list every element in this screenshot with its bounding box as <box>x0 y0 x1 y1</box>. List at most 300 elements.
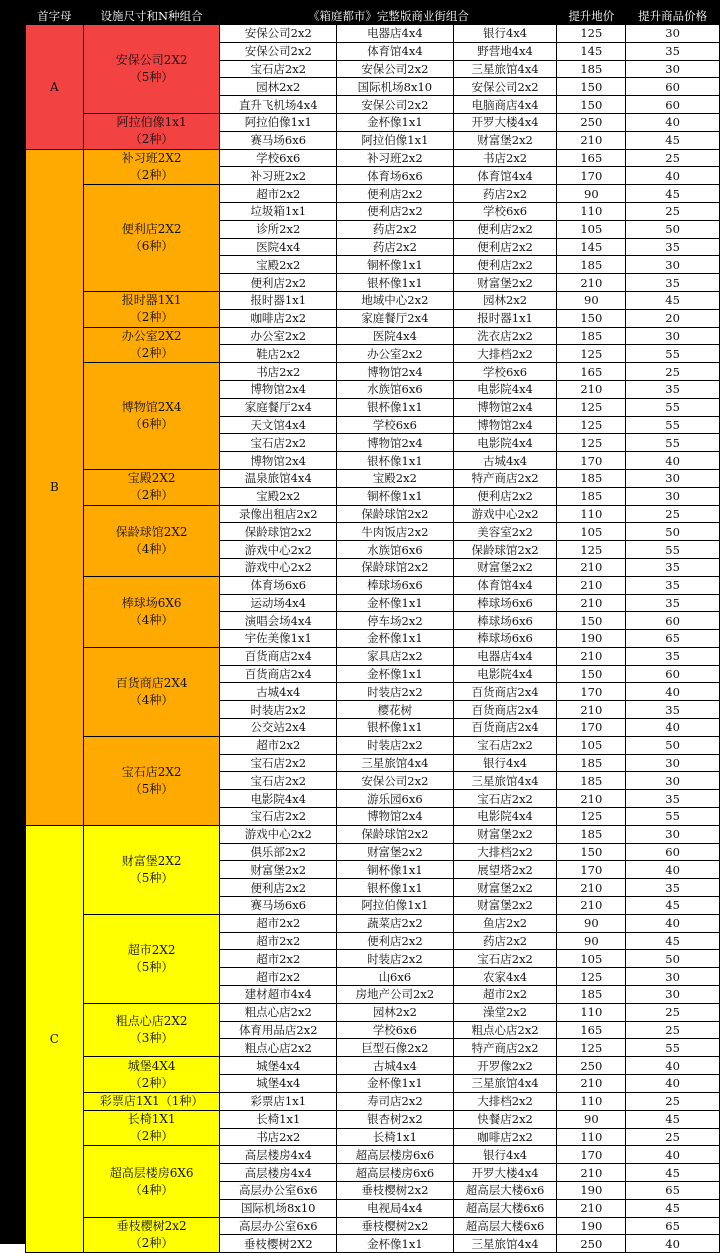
combo-item-3: 棒球场6x6 <box>453 612 557 630</box>
combo-item-3: 三星旅馆4x4 <box>453 1075 557 1093</box>
combo-item-2: 超高层楼房6x6 <box>337 1164 454 1182</box>
combo-item-3: 百货商店2x4 <box>453 683 557 701</box>
land-value-cell: 170 <box>557 861 626 879</box>
combo-item-1: 财富堡2x2 <box>220 861 337 879</box>
combo-item-2: 安保公司2x2 <box>337 96 454 114</box>
combo-item-1: 便利店2x2 <box>220 274 337 292</box>
combo-item-3: 大排档2x2 <box>453 1092 557 1110</box>
combo-item-3: 药店2x2 <box>453 932 557 950</box>
combo-item-1: 电影院4x4 <box>220 790 337 808</box>
facility-cell <box>83 505 220 576</box>
combo-item-2: 牛肉饭店2x2 <box>337 523 454 541</box>
combo-item-2: 时装店2x2 <box>337 950 454 968</box>
combo-item-1: 报时器1x1 <box>220 291 337 309</box>
land-value-cell: 170 <box>557 719 626 737</box>
land-value-cell: 185 <box>557 487 626 505</box>
combo-item-1: 诊所2x2 <box>220 220 337 238</box>
facility-name: 宝石店2X2 <box>121 764 182 779</box>
goods-price-cell: 20 <box>626 309 720 327</box>
land-value-cell: 210 <box>557 701 626 719</box>
facility-cell <box>83 576 220 647</box>
header-land-value: 提升地价 <box>557 8 626 25</box>
combo-item-3: 学校6x6 <box>453 363 557 381</box>
combo-item-2: 棒球场6x6 <box>337 576 454 594</box>
goods-price-cell: 60 <box>626 78 720 96</box>
combo-item-1: 超市2x2 <box>220 950 337 968</box>
combo-item-2: 学校6x6 <box>337 416 454 434</box>
land-value-cell: 170 <box>557 167 626 185</box>
combo-item-1: 博物馆2x4 <box>220 380 337 398</box>
combo-item-1: 高层办公室6x6 <box>220 1217 337 1235</box>
combo-item-2: 便利店2x2 <box>337 202 454 220</box>
combo-item-3: 棒球场6x6 <box>453 594 557 612</box>
combo-item-1: 温泉旅馆4x4 <box>220 469 337 487</box>
combo-item-1: 宝石店2x2 <box>220 808 337 826</box>
combo-item-3: 电影院4x4 <box>453 665 557 683</box>
land-value-cell: 185 <box>557 469 626 487</box>
combo-item-2: 金杯像1x1 <box>337 113 454 131</box>
combo-item-3: 棒球场6x6 <box>453 630 557 648</box>
combo-item-1: 家庭餐厅2x4 <box>220 398 337 416</box>
goods-price-cell: 25 <box>626 149 720 167</box>
land-value-cell: 110 <box>557 1128 626 1146</box>
land-value-cell: 250 <box>557 1057 626 1075</box>
combo-item-1: 高层办公室6x6 <box>220 1182 337 1200</box>
facility-count: （2种） <box>129 310 174 325</box>
facility-count: （2种） <box>129 132 174 147</box>
header-letter: 首字母 <box>26 8 84 25</box>
combo-item-2: 房地产公司2x2 <box>337 986 454 1004</box>
combo-item-3: 超市2x2 <box>453 986 557 1004</box>
facility-cell <box>83 291 220 327</box>
goods-price-cell: 45 <box>626 1164 720 1182</box>
land-value-cell: 165 <box>557 363 626 381</box>
goods-price-cell: 55 <box>626 398 720 416</box>
combo-item-2: 体育场6x6 <box>337 167 454 185</box>
land-value-cell: 105 <box>557 523 626 541</box>
combo-item-2: 电器店4x4 <box>337 25 454 43</box>
table-row <box>26 291 720 309</box>
table-row <box>26 1217 720 1235</box>
table-row <box>26 825 720 843</box>
land-value-cell: 170 <box>557 683 626 701</box>
goods-price-cell: 40 <box>626 167 720 185</box>
land-value-cell: 210 <box>557 897 626 915</box>
combo-item-2: 银杯像1x1 <box>337 452 454 470</box>
facility-count: （2种） <box>129 1075 174 1090</box>
land-value-cell: 110 <box>557 1092 626 1110</box>
combo-item-3: 财富堡2x2 <box>453 825 557 843</box>
land-value-cell: 250 <box>557 113 626 131</box>
combo-item-1: 保龄球馆2x2 <box>220 523 337 541</box>
combo-item-2: 安保公司2x2 <box>337 772 454 790</box>
combo-item-2: 阿拉伯像1x1 <box>337 897 454 915</box>
letter-cell: C <box>26 825 84 1252</box>
combo-item-3: 野营地4x4 <box>453 42 557 60</box>
land-value-cell: 125 <box>557 541 626 559</box>
facility-count: （5种） <box>129 69 174 84</box>
goods-price-cell: 45 <box>626 131 720 149</box>
combo-item-2: 安保公司2x2 <box>337 60 454 78</box>
facility-name: 财富堡2X2 <box>121 853 182 868</box>
combo-table <box>25 7 720 1253</box>
goods-price-cell: 25 <box>626 1021 720 1039</box>
goods-price-cell: 35 <box>626 380 720 398</box>
table-row <box>26 914 720 932</box>
combo-item-3: 宝石店2x2 <box>453 736 557 754</box>
combo-item-1: 运动场4x4 <box>220 594 337 612</box>
combo-item-2: 垂枝樱树2x2 <box>337 1182 454 1200</box>
combo-item-1: 医院4x4 <box>220 238 337 256</box>
goods-price-cell: 25 <box>626 363 720 381</box>
land-value-cell: 185 <box>557 754 626 772</box>
combo-item-3: 财富堡2x2 <box>453 131 557 149</box>
goods-price-cell: 25 <box>626 1128 720 1146</box>
combo-item-2: 药店2x2 <box>337 238 454 256</box>
facility-cell <box>83 185 220 292</box>
combo-item-3: 安保公司2x2 <box>453 78 557 96</box>
combo-item-1: 便利店2x2 <box>220 879 337 897</box>
facility-count: （5种） <box>129 781 174 796</box>
land-value-cell: 125 <box>557 968 626 986</box>
combo-item-3: 财富堡2x2 <box>453 274 557 292</box>
combo-item-2: 医院4x4 <box>337 327 454 345</box>
facility-cell <box>83 1092 220 1110</box>
land-value-cell: 185 <box>557 256 626 274</box>
combo-item-1: 彩票店1x1 <box>220 1092 337 1110</box>
goods-price-cell: 35 <box>626 558 720 576</box>
goods-price-cell: 40 <box>626 719 720 737</box>
combo-item-2: 家庭餐厅2x4 <box>337 309 454 327</box>
combo-item-2: 金杯像1x1 <box>337 1075 454 1093</box>
goods-price-cell: 25 <box>626 1092 720 1110</box>
facility-name: 便利店2X2 <box>121 222 182 237</box>
combo-item-2: 保龄球馆2x2 <box>337 505 454 523</box>
facility-count: （5种） <box>129 959 174 974</box>
goods-price-cell: 40 <box>626 1146 720 1164</box>
combo-item-3: 学校6x6 <box>453 202 557 220</box>
goods-price-cell: 35 <box>626 879 720 897</box>
facility-cell <box>83 736 220 825</box>
combo-item-2: 停车场2x2 <box>337 612 454 630</box>
combo-item-3: 特产商店2x2 <box>453 469 557 487</box>
combo-item-2: 药店2x2 <box>337 220 454 238</box>
combo-item-2: 金杯像1x1 <box>337 630 454 648</box>
combo-item-1: 阿拉伯像1x1 <box>220 113 337 131</box>
combo-item-3: 特产商店2x2 <box>453 1039 557 1057</box>
land-value-cell: 90 <box>557 932 626 950</box>
combo-item-3: 超高层大楼6x6 <box>453 1182 557 1200</box>
table-row <box>26 576 720 594</box>
combo-item-3: 电器店4x4 <box>453 647 557 665</box>
combo-item-3: 开罗像2x2 <box>453 1057 557 1075</box>
land-value-cell: 170 <box>557 1146 626 1164</box>
combo-item-1: 高层楼房4x4 <box>220 1146 337 1164</box>
combo-item-3: 粗点心店2x2 <box>453 1021 557 1039</box>
combo-item-3: 开罗大楼4x4 <box>453 113 557 131</box>
facility-cell <box>83 1146 220 1217</box>
goods-price-cell: 55 <box>626 416 720 434</box>
combo-item-1: 粗点心店2x2 <box>220 1039 337 1057</box>
facility-name: 垂枝樱树2x2 <box>116 1218 187 1233</box>
land-value-cell: 210 <box>557 576 626 594</box>
combo-item-1: 粗点心店2x2 <box>220 1003 337 1021</box>
combo-item-1: 安保公司2x2 <box>220 25 337 43</box>
combo-item-1: 百货商店2x4 <box>220 665 337 683</box>
header-row <box>26 8 720 25</box>
combo-item-2: 办公室2x2 <box>337 345 454 363</box>
combo-item-3: 便利店2x2 <box>453 256 557 274</box>
facility-cell <box>83 113 220 149</box>
combo-item-3: 游戏中心2x2 <box>453 505 557 523</box>
goods-price-cell: 30 <box>626 60 720 78</box>
land-value-cell: 250 <box>557 1235 626 1253</box>
combo-item-3: 农家4x4 <box>453 968 557 986</box>
facility-cell <box>83 363 220 470</box>
goods-price-cell: 55 <box>626 1039 720 1057</box>
combo-item-3: 澡堂2x2 <box>453 1003 557 1021</box>
goods-price-cell: 40 <box>626 113 720 131</box>
combo-item-2: 金杯像1x1 <box>337 1235 454 1253</box>
land-value-cell: 145 <box>557 238 626 256</box>
combo-item-3: 三星旅馆4x4 <box>453 60 557 78</box>
table-row <box>26 327 720 345</box>
land-value-cell: 105 <box>557 220 626 238</box>
facility-count: （2种） <box>129 345 174 360</box>
goods-price-cell: 35 <box>626 576 720 594</box>
combo-item-3: 洗衣店2x2 <box>453 327 557 345</box>
combo-item-2: 巨型石像2x2 <box>337 1039 454 1057</box>
goods-price-cell: 30 <box>626 754 720 772</box>
land-value-cell: 185 <box>557 327 626 345</box>
land-value-cell: 185 <box>557 772 626 790</box>
combo-item-2: 银杯像1x1 <box>337 274 454 292</box>
facility-name: 宝殿2X2 <box>127 471 176 486</box>
land-value-cell: 210 <box>557 1164 626 1182</box>
facility-cell <box>83 1110 220 1146</box>
facility-name: 阿拉伯像1x1 <box>116 115 187 130</box>
land-value-cell: 210 <box>557 558 626 576</box>
goods-price-cell: 35 <box>626 701 720 719</box>
goods-price-cell: 40 <box>626 1075 720 1093</box>
goods-price-cell: 40 <box>626 861 720 879</box>
goods-price-cell: 60 <box>626 665 720 683</box>
goods-price-cell: 65 <box>626 1182 720 1200</box>
combo-item-2: 博物馆2x4 <box>337 434 454 452</box>
combo-item-3: 便利店2x2 <box>453 238 557 256</box>
combo-item-3: 财富堡2x2 <box>453 558 557 576</box>
combo-item-2: 银杯像1x1 <box>337 398 454 416</box>
combo-item-2: 游乐园6x6 <box>337 790 454 808</box>
combo-item-3: 博物馆2x4 <box>453 398 557 416</box>
land-value-cell: 110 <box>557 505 626 523</box>
goods-price-cell: 45 <box>626 291 720 309</box>
land-value-cell: 105 <box>557 736 626 754</box>
table-row <box>26 363 720 381</box>
land-value-cell: 90 <box>557 914 626 932</box>
combo-item-2: 银杯像1x1 <box>337 719 454 737</box>
combo-item-3: 银行4x4 <box>453 1146 557 1164</box>
combo-item-3: 宝石店2x2 <box>453 790 557 808</box>
combo-item-2: 古城4x4 <box>337 1057 454 1075</box>
goods-price-cell: 25 <box>626 202 720 220</box>
combo-item-1: 游戏中心2x2 <box>220 558 337 576</box>
combo-item-2: 时装店2x2 <box>337 683 454 701</box>
combo-item-3: 体育馆4x4 <box>453 167 557 185</box>
goods-price-cell: 40 <box>626 1235 720 1253</box>
combo-item-1: 长椅1x1 <box>220 1110 337 1128</box>
goods-price-cell: 40 <box>626 1057 720 1075</box>
combo-item-1: 赛马场6x6 <box>220 897 337 915</box>
combo-item-1: 超市2x2 <box>220 914 337 932</box>
combo-item-1: 宝殿2x2 <box>220 256 337 274</box>
table-row <box>26 185 720 203</box>
facility-name: 超高层楼房6X6 <box>109 1165 194 1180</box>
facility-name: 超市2X2 <box>127 942 176 957</box>
combo-item-3: 超高层大楼6x6 <box>453 1217 557 1235</box>
combo-item-2: 国际机场8x10 <box>337 78 454 96</box>
combo-item-2: 水族馆6x6 <box>337 380 454 398</box>
land-value-cell: 210 <box>557 131 626 149</box>
land-value-cell: 185 <box>557 986 626 1004</box>
goods-price-cell: 55 <box>626 345 720 363</box>
combo-item-3: 财富堡2x2 <box>453 897 557 915</box>
land-value-cell: 150 <box>557 309 626 327</box>
facility-count: （4种） <box>129 612 174 627</box>
combo-item-2: 财富堡2x2 <box>337 843 454 861</box>
facility-count: （3种） <box>129 1031 174 1046</box>
facility-cell <box>83 914 220 1003</box>
goods-price-cell: 25 <box>626 1003 720 1021</box>
facility-name: 博物馆2X4 <box>121 400 182 415</box>
combo-item-2: 蔬菜店2x2 <box>337 914 454 932</box>
combo-item-2: 便利店2x2 <box>337 185 454 203</box>
facility-name: 补习班2X2 <box>121 150 182 165</box>
combo-item-2: 金杯像1x1 <box>337 665 454 683</box>
land-value-cell: 110 <box>557 1003 626 1021</box>
facility-cell <box>83 647 220 736</box>
goods-price-cell: 40 <box>626 683 720 701</box>
land-value-cell: 210 <box>557 380 626 398</box>
combo-item-3: 电脑商店4x4 <box>453 96 557 114</box>
facility-cell <box>83 25 220 114</box>
facility-count: （2种） <box>129 1235 174 1250</box>
facility-count: （4种） <box>129 692 174 707</box>
combo-item-3: 体育馆4x4 <box>453 576 557 594</box>
combo-item-1: 游戏中心2x2 <box>220 825 337 843</box>
combo-item-1: 超市2x2 <box>220 968 337 986</box>
facility-cell <box>83 469 220 505</box>
facility-name: 城堡4X4 <box>127 1058 176 1073</box>
table-row <box>26 113 720 131</box>
land-value-cell: 125 <box>557 434 626 452</box>
combo-item-1: 城堡4x4 <box>220 1075 337 1093</box>
combo-item-2: 便利店2x2 <box>337 932 454 950</box>
header-goods-price: 提升商品价格 <box>626 8 720 25</box>
land-value-cell: 105 <box>557 950 626 968</box>
land-value-cell: 210 <box>557 1075 626 1093</box>
combo-item-2: 铜杯像1x1 <box>337 487 454 505</box>
goods-price-cell: 35 <box>626 790 720 808</box>
land-value-cell: 90 <box>557 1110 626 1128</box>
land-value-cell: 125 <box>557 25 626 43</box>
combo-item-3: 药店2x2 <box>453 185 557 203</box>
goods-price-cell: 40 <box>626 914 720 932</box>
combo-item-2: 银杯像1x1 <box>337 879 454 897</box>
combo-item-1: 咖啡店2x2 <box>220 309 337 327</box>
combo-item-2: 电视局4x4 <box>337 1199 454 1217</box>
combo-item-1: 宝石店2x2 <box>220 754 337 772</box>
combo-item-3: 便利店2x2 <box>453 220 557 238</box>
combo-item-2: 金杯像1x1 <box>337 594 454 612</box>
facility-name: 办公室2X2 <box>121 328 182 343</box>
goods-price-cell: 35 <box>626 594 720 612</box>
table-row <box>26 25 720 43</box>
combo-item-2: 园林2x2 <box>337 1003 454 1021</box>
combo-item-3: 三星旅馆4x4 <box>453 772 557 790</box>
land-value-cell: 190 <box>557 1217 626 1235</box>
facility-name: 百货商店2X4 <box>115 675 188 690</box>
combo-item-2: 博物馆2x4 <box>337 808 454 826</box>
combo-item-2: 宝殿2x2 <box>337 469 454 487</box>
goods-price-cell: 30 <box>626 256 720 274</box>
facility-count: （6种） <box>129 417 174 432</box>
land-value-cell: 125 <box>557 808 626 826</box>
combo-item-2: 铜杯像1x1 <box>337 256 454 274</box>
combo-item-2: 阿拉伯像1x1 <box>337 131 454 149</box>
facility-name: 彩票店1X1（1种） <box>99 1093 204 1108</box>
combo-item-3: 大排档2x2 <box>453 843 557 861</box>
combo-item-3: 便利店2x2 <box>453 487 557 505</box>
goods-price-cell: 25 <box>626 505 720 523</box>
combo-item-2: 时装店2x2 <box>337 736 454 754</box>
land-value-cell: 185 <box>557 825 626 843</box>
combo-item-3: 百货商店2x4 <box>453 701 557 719</box>
combo-item-3: 百货商店2x4 <box>453 719 557 737</box>
combo-item-3: 古城4x4 <box>453 452 557 470</box>
combo-item-3: 快餐店2x2 <box>453 1110 557 1128</box>
combo-item-2: 保龄球馆2x2 <box>337 825 454 843</box>
combo-item-3: 超高层大楼6x6 <box>453 1199 557 1217</box>
header-facility: 设施尺寸和N种组合 <box>83 8 220 25</box>
combo-item-2: 三星旅馆4x4 <box>337 754 454 772</box>
combo-item-3: 园林2x2 <box>453 291 557 309</box>
goods-price-cell: 65 <box>626 630 720 648</box>
facility-count: （6种） <box>129 239 174 254</box>
combo-item-3: 美容室2x2 <box>453 523 557 541</box>
combo-item-2: 长椅1x1 <box>337 1128 454 1146</box>
facility-name: 安保公司2X2 <box>115 52 188 67</box>
land-value-cell: 210 <box>557 274 626 292</box>
combo-item-3: 电影院4x4 <box>453 380 557 398</box>
goods-price-cell: 50 <box>626 736 720 754</box>
combo-item-1: 直升飞机场4x4 <box>220 96 337 114</box>
land-value-cell: 210 <box>557 594 626 612</box>
combo-item-3: 展望塔2x2 <box>453 861 557 879</box>
combo-item-2: 超高层楼房6x6 <box>337 1146 454 1164</box>
facility-count: （5种） <box>129 870 174 885</box>
goods-price-cell: 30 <box>626 469 720 487</box>
land-value-cell: 150 <box>557 843 626 861</box>
letter-cell: B <box>26 149 84 825</box>
combo-item-1: 百货商店2x4 <box>220 647 337 665</box>
combo-item-1: 超市2x2 <box>220 932 337 950</box>
goods-price-cell: 30 <box>626 772 720 790</box>
facility-name: 长椅1X1 <box>127 1112 176 1127</box>
goods-price-cell: 55 <box>626 808 720 826</box>
table-row <box>26 505 720 523</box>
combo-item-3: 大排档2x2 <box>453 345 557 363</box>
